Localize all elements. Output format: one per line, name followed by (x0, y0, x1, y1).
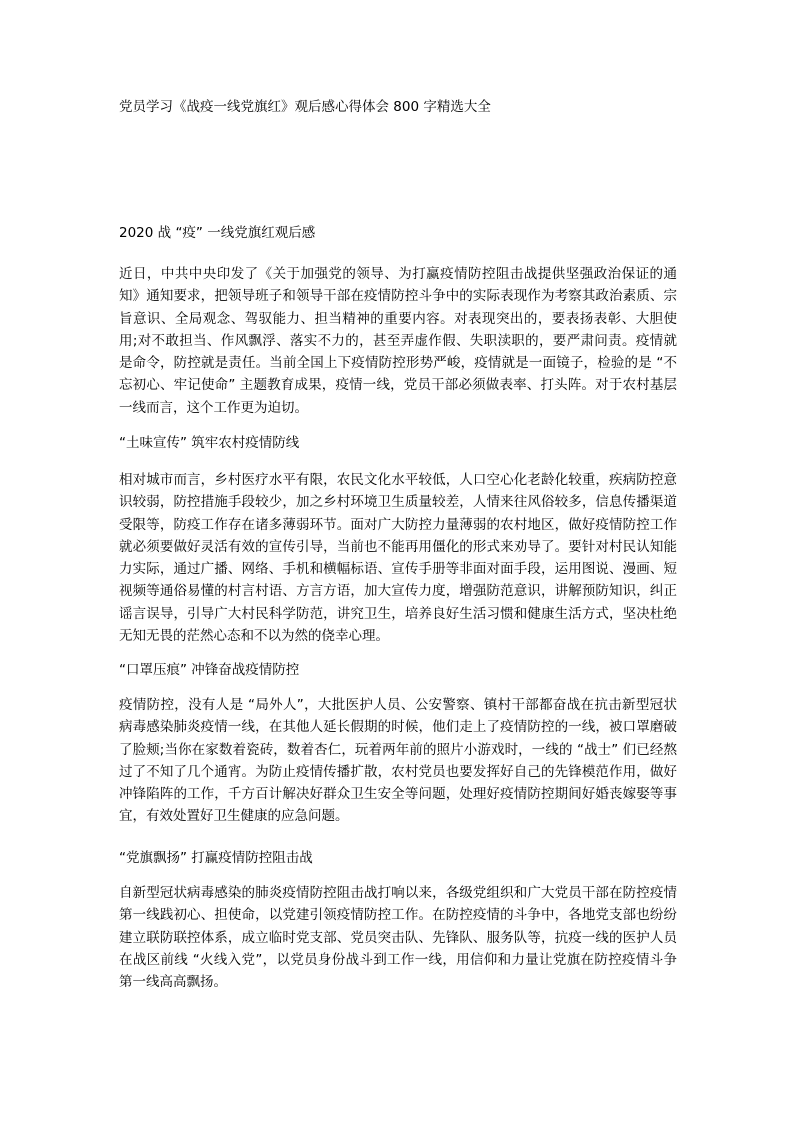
document-title: 党员学习《战疫一线党旗红》观后感心得体会 800 字精选大全 (119, 99, 491, 115)
section-body-party-flag: 自新型冠状病毒感染的肺炎疫情防控阻击战打响以来，各级党组织和广大党员干部在防控疫情第一线践初心、担使命，以党建引领疫情防控工作。在防控疫情的斗争中，各地党支部也纷纷建立联防联控体系，成立临时党支部、党员突击队、先锋队、服务队等，抗疫一线的医护人员在战区前线 “火线入党”，以党员身份战斗到工作一线，用信仰和力量让党旗在防控疫情斗争第一线高高飘扬。 (119, 885, 677, 991)
main-heading: 2020 战 “疫” 一线党旗红观后感 (119, 225, 316, 241)
intro-paragraph: 近日，中共中央印发了《关于加强党的领导、为打赢疫情防控阻击战提供坚强政治保证的通知》通知要求，把领导班子和领导干部在疫情防控斗争中的实际表现作为考察其政治素质、宗旨意识、全局观念、驾驭能力、担当精神的重要内容。对表现突出的，要表扬表彰、大胆使用;对不敢担当、作风飘浮、落实不力的，甚至弄虚作假、失职渎职的，要严肃问责。疫情就是命令，防控就是责任。当前全国上下疫情防控形势严峻，疫情就是一面镜子，检验的是 “不忘初心、牢记使命” 主题教育成果，疫情一线，党员干部必须做表率、打头阵。对于农村基层一线而言，这个工作更为迫切。 (119, 266, 677, 416)
section-body-rural-publicity: 相对城市而言，乡村医疗水平有限，农民文化水平较低，人口空心化老龄化较重，疾病防控意识较弱，防控措施手段较少，加之乡村环境卫生质量较差，人情来往风俗较多，信息传播渠道受限等，防疫工作存在诸多薄弱环节。面对广大防控力量薄弱的农村地区，做好疫情防控工作就必须要做好灵活有效的宣传引导，当前也不能再用僵化的形式来劝导了。要针对村民认知能力实际，通过广播、网络、手机和横幅标语、宣传手册等非面对面手段，运用图说、漫画、短视频等通俗易懂的村言村语、方言方语，加大宣传力度，增强防范意识，讲解预防知识，纠正谣言误导，引导广大村民科学防范，讲究卫生，培养良好生活习惯和健康生活方式，坚决杜绝无知无畏的茫然心态和不以为然的侥幸心理。 (119, 472, 677, 645)
section-heading-party-flag: “党旗飘扬” 打赢疫情防控阻击战 (119, 850, 313, 866)
section-body-mask-marks: 疫情防控，没有人是 “局外人”，大批医护人员、公安警察、镇村干部都奋战在抗击新型冠状病毒感染肺炎疫情一线，在其他人延长假期的时候，他们走上了疫情防控的一线，被口罩磨破了脸颊;当你在家数着瓷砖，数着杏仁，玩着两年前的照片小游戏时，一线的 “战士” 们已经熬过了不知了几个通宵。为防止疫情传播扩散，农村党员也要发挥好自己的先锋模范作用，做好冲锋陷阵的工作，千方百计解决好群众卫生安全等问题，处理好疫情防控期间好婚丧嫁娶等事宜，有效处置好卫生健康的应急问题。 (119, 697, 677, 825)
section-heading-rural-publicity: “土味宣传” 筑牢农村疫情防线 (119, 435, 300, 451)
section-heading-mask-marks: “口罩压痕” 冲锋奋战疫情防控 (119, 662, 300, 678)
